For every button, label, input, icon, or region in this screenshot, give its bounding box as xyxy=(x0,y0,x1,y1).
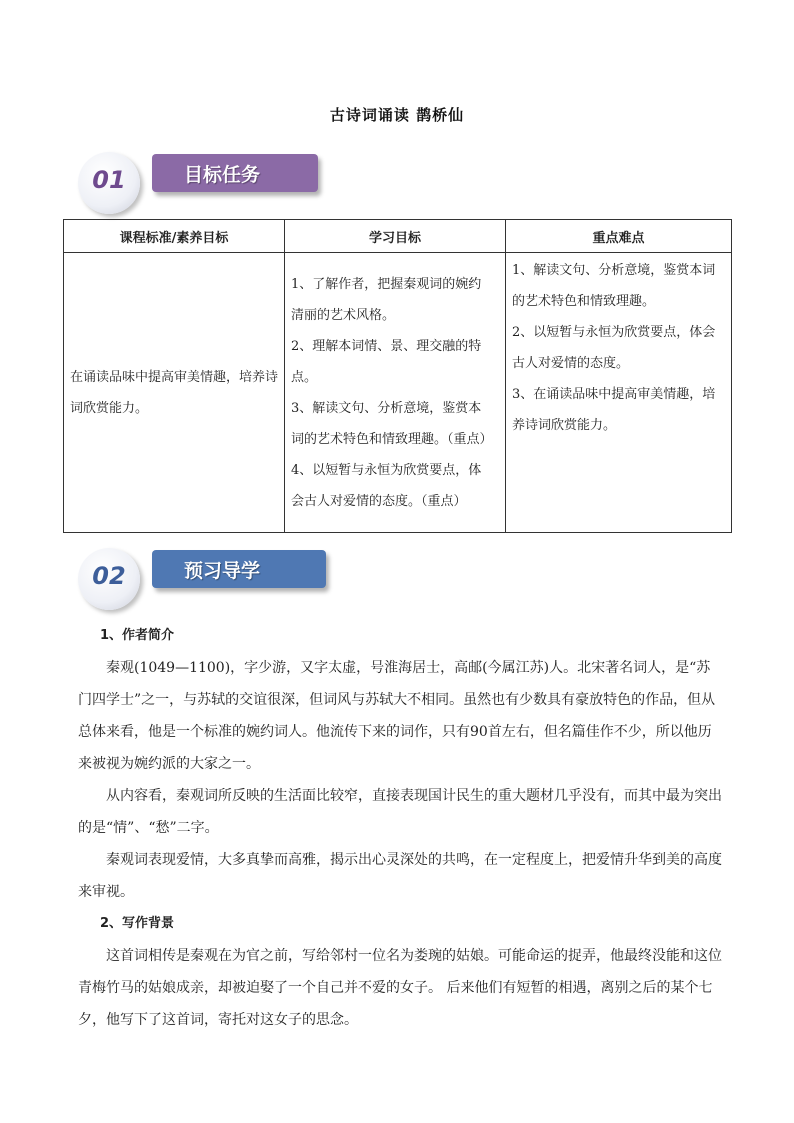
section-header-preview xyxy=(78,548,338,610)
section-banner xyxy=(152,154,318,192)
section-number: 01 xyxy=(92,166,126,194)
cell-line: 1、解读文句、分析意境，鉴赏本词 xyxy=(512,263,716,278)
cell-line: 词的艺术特色和情致理趣。（重点） xyxy=(291,431,493,447)
document-title: 古诗词诵读 鹊桥仙 xyxy=(329,106,465,124)
cell-line: 2、以短暂与永恒为欣赏要点，体会 xyxy=(512,325,716,340)
author-heading: 1、作者简介 xyxy=(100,628,175,643)
cell-line: 养诗词欣赏能力。 xyxy=(512,418,617,433)
paragraph: 这首词相传是秦观在为官之前，写给邻村一位名为娄琬的姑娘。可能命运的捉弄，他最终没能和这位青梅竹马的姑娘成亲，却被迫娶了一个自己并不爱的女子。 后来他们有短暂的相遇，离别之后的某个七夕，他写下了这首词，寄托对这女子的思念。 xyxy=(78,948,722,1028)
cell-line: 4、以短暂与永恒为欣赏要点，体 xyxy=(291,462,482,478)
section-heading: 目标任务 xyxy=(183,164,260,186)
table-header-cell: 学习目标 xyxy=(285,220,506,253)
section-banner xyxy=(152,550,326,588)
cell-line: 清丽的艺术风格。 xyxy=(291,307,396,323)
preview-content xyxy=(78,620,724,1036)
table-header-cell: 课程标准/素养目标 xyxy=(64,220,285,253)
cell-line: 古人对爱情的态度。 xyxy=(512,356,630,371)
curriculum-standard-cell: 在诵读品味中提高审美情趣，培养诗词欣赏能力。 xyxy=(64,253,285,533)
paragraph: 秦观(1049—1100)，字少游，又字太虚，号淮海居士，高邮(今属江苏)人。北宋著名词人，是“苏门四学士”之一，与苏轼的交谊很深，但词风与苏轼大不相同。虽然也有少数具有豪放特色的作品，但从总体来看，他是一个标准的婉约词人。他流传下来的词作，只有90首左右，但名篇佳作不少，所以他历来被视为婉约派的大家之一。 xyxy=(78,660,716,772)
paragraph: 从内容看，秦观词所反映的生活面比较窄，直接表现国计民生的重大题材几乎没有，而其中最为突出的是“情”、“愁”二字。 xyxy=(78,788,722,836)
cell-line: 会古人对爱情的态度。（重点） xyxy=(291,493,467,509)
table-header-row xyxy=(64,220,732,253)
cell-line: 的艺术特色和情致理趣。 xyxy=(512,294,656,309)
cell-line: 1、了解作者，把握秦观词的婉约 xyxy=(291,276,482,292)
paragraph: 秦观词表现爱情，大多真挚而高雅，揭示出心灵深处的共鸣，在一定程度上，把爱情升华到美的高度来审视。 xyxy=(78,852,722,900)
table-row xyxy=(64,253,732,533)
cell-line: 3、在诵读品味中提高审美情趣，培 xyxy=(512,387,716,402)
section-number: 02 xyxy=(92,562,126,590)
cell-line: 点。 xyxy=(291,369,318,385)
background-heading: 2、写作背景 xyxy=(100,916,175,931)
goals-table xyxy=(63,219,732,533)
key-points-cell xyxy=(506,253,732,533)
learning-goals-cell xyxy=(285,253,506,533)
table-header-cell: 重点难点 xyxy=(506,220,732,253)
cell-line: 2、理解本词情、景、理交融的特 xyxy=(291,338,482,354)
section-header-goals xyxy=(78,152,338,214)
section-heading: 预习导学 xyxy=(183,560,260,582)
cell-line: 3、解读文句、分析意境，鉴赏本 xyxy=(291,400,482,416)
